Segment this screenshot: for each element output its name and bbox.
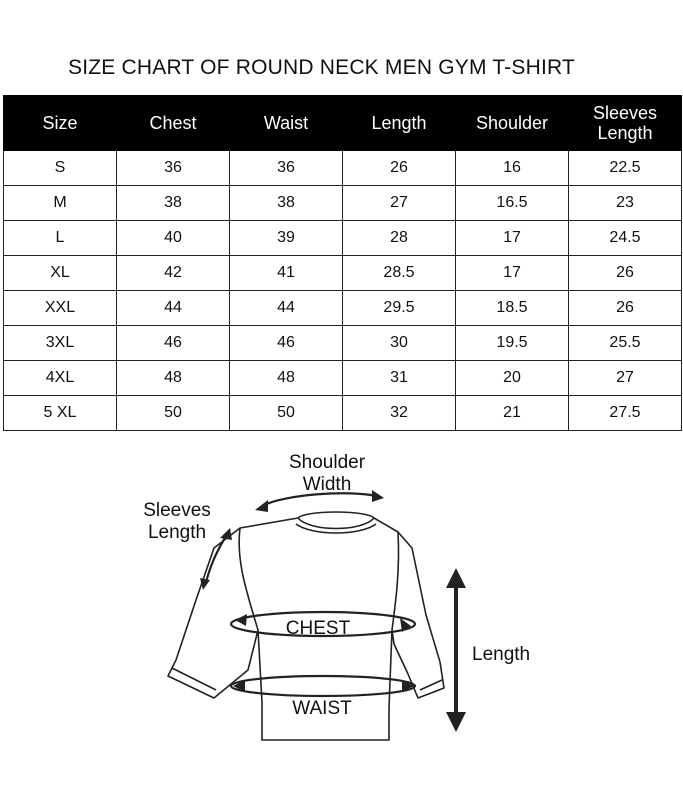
table-cell: 46 bbox=[117, 326, 230, 361]
table-cell: 26 bbox=[343, 151, 456, 186]
table-cell: 50 bbox=[230, 396, 343, 431]
shoulder-width-label: Shoulder Width bbox=[288, 452, 366, 495]
table-body bbox=[4, 151, 682, 431]
chest-label: CHEST bbox=[285, 618, 351, 639]
table-cell: XL bbox=[4, 256, 117, 291]
table-cell: 16 bbox=[456, 151, 569, 186]
table-row bbox=[4, 221, 682, 256]
table-cell: 48 bbox=[230, 361, 343, 396]
table-cell: 27.5 bbox=[569, 396, 682, 431]
table-cell: 29.5 bbox=[343, 291, 456, 326]
table-cell: 16.5 bbox=[456, 186, 569, 221]
table-cell: 32 bbox=[343, 396, 456, 431]
table-cell: 39 bbox=[230, 221, 343, 256]
table-cell: L bbox=[4, 221, 117, 256]
table-header-row bbox=[4, 96, 682, 151]
table-cell: 30 bbox=[343, 326, 456, 361]
table-cell: XXL bbox=[4, 291, 117, 326]
table-row bbox=[4, 256, 682, 291]
table-cell: 46 bbox=[230, 326, 343, 361]
sleeves-length-label: Sleeves Length bbox=[143, 500, 211, 543]
table-cell: 42 bbox=[117, 256, 230, 291]
table-cell: 28 bbox=[343, 221, 456, 256]
table-row bbox=[4, 291, 682, 326]
waist-label: WAIST bbox=[292, 698, 352, 719]
table-cell: 28.5 bbox=[343, 256, 456, 291]
table-cell: 18.5 bbox=[456, 291, 569, 326]
table-cell: 25.5 bbox=[569, 326, 682, 361]
table-cell: 20 bbox=[456, 361, 569, 396]
table-row bbox=[4, 326, 682, 361]
size-table bbox=[3, 95, 682, 431]
chart-title: SIZE CHART OF ROUND NECK MEN GYM T-SHIRT bbox=[68, 56, 575, 79]
table-cell: 23 bbox=[569, 186, 682, 221]
table-cell: 24.5 bbox=[569, 221, 682, 256]
table-row bbox=[4, 361, 682, 396]
table-cell: 5 XL bbox=[4, 396, 117, 431]
header-length: Length bbox=[343, 96, 456, 151]
header-chest: Chest bbox=[117, 96, 230, 151]
table-cell: 48 bbox=[117, 361, 230, 396]
table-cell: 36 bbox=[117, 151, 230, 186]
header-waist: Waist bbox=[230, 96, 343, 151]
table-cell: 41 bbox=[230, 256, 343, 291]
table-cell: 44 bbox=[117, 291, 230, 326]
table-cell: 21 bbox=[456, 396, 569, 431]
header-size: Size bbox=[4, 96, 117, 151]
table-cell: 50 bbox=[117, 396, 230, 431]
measurement-diagram bbox=[0, 440, 683, 800]
table-cell: 36 bbox=[230, 151, 343, 186]
table-cell: 17 bbox=[456, 256, 569, 291]
table-cell: 26 bbox=[569, 291, 682, 326]
table-cell: 3XL bbox=[4, 326, 117, 361]
table-cell: 31 bbox=[343, 361, 456, 396]
table-cell: 27 bbox=[343, 186, 456, 221]
table-cell: 44 bbox=[230, 291, 343, 326]
table-row bbox=[4, 186, 682, 221]
table-cell: 17 bbox=[456, 221, 569, 256]
table-row bbox=[4, 396, 682, 431]
table-cell: 19.5 bbox=[456, 326, 569, 361]
length-label: Length bbox=[472, 644, 531, 665]
header-shoulder: Shoulder bbox=[456, 96, 569, 151]
double-arrow-icon bbox=[446, 568, 466, 732]
table-cell: 4XL bbox=[4, 361, 117, 396]
header-sleeves-length: Sleeves Length bbox=[569, 96, 682, 151]
table-cell: 26 bbox=[569, 256, 682, 291]
table-cell: M bbox=[4, 186, 117, 221]
table-row bbox=[4, 151, 682, 186]
table-cell: 38 bbox=[117, 186, 230, 221]
table-cell: 22.5 bbox=[569, 151, 682, 186]
table-cell: S bbox=[4, 151, 117, 186]
table-cell: 27 bbox=[569, 361, 682, 396]
table-cell: 40 bbox=[117, 221, 230, 256]
table-cell: 38 bbox=[230, 186, 343, 221]
